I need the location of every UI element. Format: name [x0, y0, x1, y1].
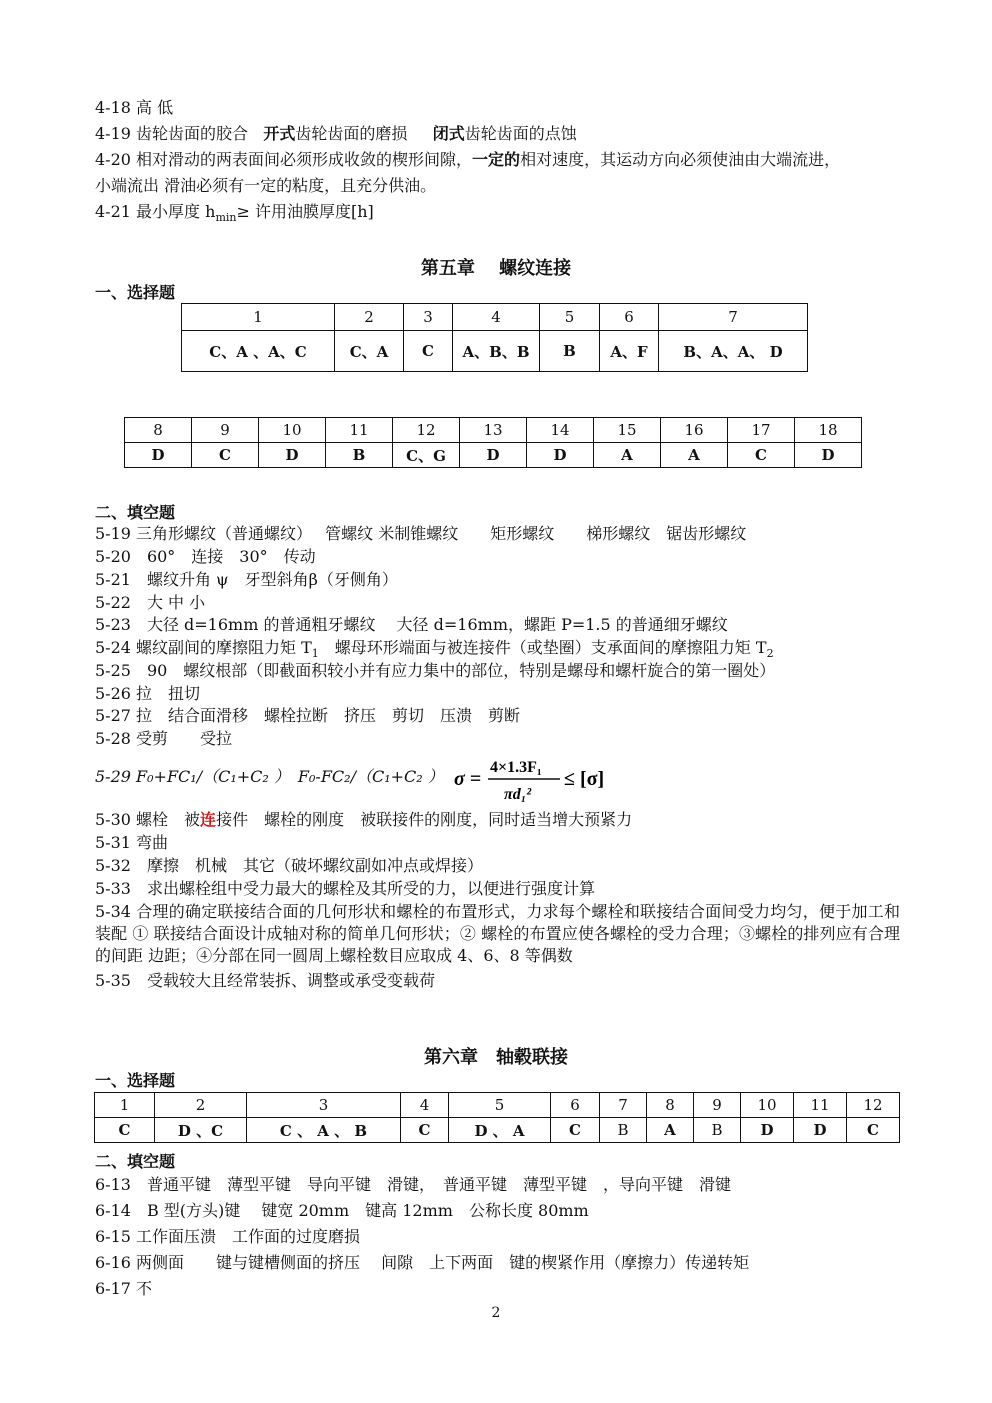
- table-header: 7: [659, 304, 808, 331]
- table-header: 12: [847, 1093, 900, 1118]
- table-cell: B、A、A、 D: [659, 331, 808, 372]
- formula-lhs: σ =: [454, 768, 482, 790]
- table-cell: C、A 、A、C: [182, 331, 335, 372]
- answer-5-30: [95, 809, 632, 831]
- ch6-choice-table: [94, 1092, 900, 1143]
- table-cell: D: [460, 443, 527, 468]
- table-header: 17: [728, 418, 795, 443]
- answer-5-25: 5-25 90 螺纹根部（即截面积较小并有应力集中的部位，特别是螺母和螺杆旋合的第一圈处）: [95, 661, 776, 680]
- chapter-6-title: 第六章 轴毂联接: [424, 1047, 568, 1068]
- answer-5-24-part: 5-24 螺纹副间的摩擦阻力矩 T: [95, 638, 312, 657]
- answer-4-19-part: 4-19 齿轮齿面的胶合: [95, 124, 249, 143]
- answer-4-20: [95, 149, 840, 171]
- answer-4-19-part: 齿轮齿面的点蚀: [464, 124, 577, 143]
- table-cell: D: [795, 443, 862, 468]
- table-header: 10: [741, 1093, 794, 1118]
- table-cell: A、B、B: [453, 331, 540, 372]
- table-cell: C: [401, 1118, 449, 1143]
- answer-4-20-bold: 一定的: [472, 150, 521, 169]
- answer-6-17: 6-17 不: [95, 1279, 153, 1298]
- table-header: 6: [551, 1093, 600, 1118]
- table-header: 4: [453, 304, 540, 331]
- answer-5-29: 5-29 F₀+FC₁/（C₁+C₂ ） F₀-FC₂/（C₁+C₂ ）: [95, 767, 444, 786]
- answer-5-26: 5-26 拉 扭切: [95, 684, 201, 703]
- answer-5-35: 5-35 受载较大且经常装拆、调整或承受变载荷: [95, 971, 435, 990]
- table-header: 3: [404, 304, 453, 331]
- table-header: 1: [95, 1093, 155, 1118]
- answer-4-21-sub: min: [215, 211, 237, 225]
- table-header: 9: [694, 1093, 741, 1118]
- table-header: 15: [594, 418, 661, 443]
- table-cell: D: [794, 1118, 847, 1143]
- table-cell: C: [847, 1118, 900, 1143]
- table-header: 18: [795, 418, 862, 443]
- stress-formula-svg: [452, 755, 622, 805]
- answer-4-21: [95, 201, 374, 229]
- answer-4-21-part: 4-21 最小厚度 h: [95, 202, 216, 221]
- table-cell: A: [661, 443, 728, 468]
- table-cell: A: [647, 1118, 694, 1143]
- answer-4-19-part: 齿轮齿面的磨损: [295, 124, 408, 143]
- table-header: 1: [182, 304, 335, 331]
- table-header: 2: [335, 304, 404, 331]
- answer-5-20: 5-20 60° 连接 30° 传动: [95, 547, 316, 566]
- answer-5-19: 5-19 三角形螺纹（普通螺纹） 管螺纹 米制锥螺纹 矩形螺纹 梯形螺纹 锯齿形螺纹: [95, 524, 747, 543]
- answer-5-24-part: 螺母环形端面与被连接件（或垫圈）支承面间的摩擦阻力矩 T: [318, 638, 767, 657]
- answer-5-30-part: 5-30 螺栓 被: [95, 810, 201, 829]
- ch5-section-choice: 一、选择题: [95, 283, 176, 302]
- answer-6-14: 6-14 B 型(方头)键 键宽 20mm 键高 12mm 公称长度 80mm: [95, 1201, 589, 1220]
- table-header: 2: [155, 1093, 247, 1118]
- page-number: 2: [491, 1305, 501, 1321]
- table-cell: D 、 A: [449, 1118, 551, 1143]
- answer-4-19: [95, 123, 577, 145]
- formula-denominator: πd₁²: [504, 786, 532, 803]
- answer-6-15: 6-15 工作面压溃 工作面的过度磨损: [95, 1227, 361, 1246]
- answer-5-32: 5-32 摩擦 机械 其它（破坏螺纹副如冲点或焊接）: [95, 856, 483, 875]
- answer-5-24-sub: 2: [766, 647, 774, 661]
- table-cell: A: [594, 443, 661, 468]
- table-header: 6: [600, 304, 659, 331]
- table-cell: B: [694, 1118, 741, 1143]
- ch6-section-choice: 一、选择题: [95, 1071, 176, 1090]
- answer-6-16: 6-16 两侧面 键与键槽侧面的挤压 间隙 上下两面 键的楔紧作用（摩擦力）传递转矩: [95, 1253, 750, 1272]
- table-header: 13: [460, 418, 527, 443]
- table-cell: C: [192, 443, 259, 468]
- table-cell: C、G: [393, 443, 460, 468]
- table-cell: B: [600, 1118, 647, 1143]
- table-header: 4: [401, 1093, 449, 1118]
- table-header: 10: [259, 418, 326, 443]
- answer-4-21-part: ≥ 许用油膜厚度[h]: [236, 202, 374, 221]
- answer-4-19-closed: 闭式: [432, 124, 465, 143]
- table-header: 16: [661, 418, 728, 443]
- ch6-section-fill: 二、填空题: [95, 1152, 176, 1171]
- formula-numerator: 4×1.3F₁: [490, 759, 542, 776]
- answer-5-30-part: 接件 螺栓的刚度 被联接件的刚度，同时适当增大预紧力: [216, 810, 633, 829]
- answer-4-20-part: 相对速度，其运动方向必须使油由大端流进，: [520, 150, 841, 169]
- table-header: 8: [647, 1093, 694, 1118]
- table-cell: C、A: [335, 331, 404, 372]
- answer-5-27: 5-27 拉 结合面滑移 螺栓拉断 挤压 剪切 压溃 剪断: [95, 706, 521, 725]
- answer-5-28: 5-28 受剪 受拉: [95, 729, 233, 748]
- table-cell: B: [326, 443, 393, 468]
- table-cell: A、F: [600, 331, 659, 372]
- chapter-5-title: 第五章 螺纹连接: [420, 258, 572, 279]
- table-header: 5: [449, 1093, 551, 1118]
- answer-5-30-highlight: 连: [200, 810, 217, 829]
- ch5-choice-table-1: [181, 303, 808, 372]
- table-header: 11: [794, 1093, 847, 1118]
- table-cell: D 、C: [155, 1118, 247, 1143]
- table-header: 8: [125, 418, 192, 443]
- table-header: 12: [393, 418, 460, 443]
- table-header: 3: [247, 1093, 401, 1118]
- answer-5-33: 5-33 求出螺栓组中受力最大的螺栓及其所受的力，以便进行强度计算: [95, 879, 595, 898]
- table-header: 11: [326, 418, 393, 443]
- answer-4-20-part: 4-20 相对滑动的两表面间必须形成收敛的楔形间隙，: [95, 150, 473, 169]
- table-cell: D: [259, 443, 326, 468]
- table-cell: D: [125, 443, 192, 468]
- table-cell: C 、 A 、 B: [247, 1118, 401, 1143]
- table-cell: C: [551, 1118, 600, 1143]
- answer-5-23: 5-23 大径 d=16mm 的普通粗牙螺纹 大径 d=16mm，螺距 P=1.5 的普通细牙螺纹: [95, 615, 728, 634]
- formula-rhs: ≤ [σ]: [564, 768, 605, 790]
- ch5-section-fill: 二、填空题: [95, 503, 176, 522]
- table-header: 7: [600, 1093, 647, 1118]
- answer-5-31: 5-31 弯曲: [95, 833, 169, 852]
- table-cell: B: [540, 331, 600, 372]
- table-cell: D: [527, 443, 594, 468]
- answer-5-21: 5-21 螺纹升角 ψ 牙型斜角β（牙侧角）: [95, 570, 398, 589]
- table-cell: C: [404, 331, 453, 372]
- answer-6-13: 6-13 普通平键 薄型平键 导向平键 滑键， 普通平键 薄型平键 ，导向平键 滑键: [95, 1175, 731, 1194]
- table-header: 9: [192, 418, 259, 443]
- answer-4-18: 4-18 高 低: [95, 98, 174, 117]
- table-header: 14: [527, 418, 594, 443]
- answer-4-20-cont: 小端流出 滑油必须有一定的粘度，且充分供油。: [95, 176, 437, 195]
- answer-5-22: 5-22 大 中 小: [95, 593, 206, 612]
- stress-formula: [452, 755, 622, 809]
- answer-5-24-sub: 1: [311, 647, 319, 661]
- answer-5-34: 5-34 合理的确定联接结合面的几何形状和螺栓的布置形式，力求每个螺栓和联接结合面间受力均匀，便于加工和装配 ① 联接结合面设计成轴对称的简单几何形状；② 螺栓的布置应使各螺栓的受力合理；③螺栓的排列应有合理的间距 边距；④分部在同一圆周上螺栓数目应取成 4、6、8 等偶数: [95, 902, 900, 965]
- ch5-choice-table-2: [124, 417, 862, 468]
- table-cell: C: [728, 443, 795, 468]
- table-cell: C: [95, 1118, 155, 1143]
- table-header: 5: [540, 304, 600, 331]
- answer-4-19-open: 开式: [263, 124, 296, 143]
- table-cell: D: [741, 1118, 794, 1143]
